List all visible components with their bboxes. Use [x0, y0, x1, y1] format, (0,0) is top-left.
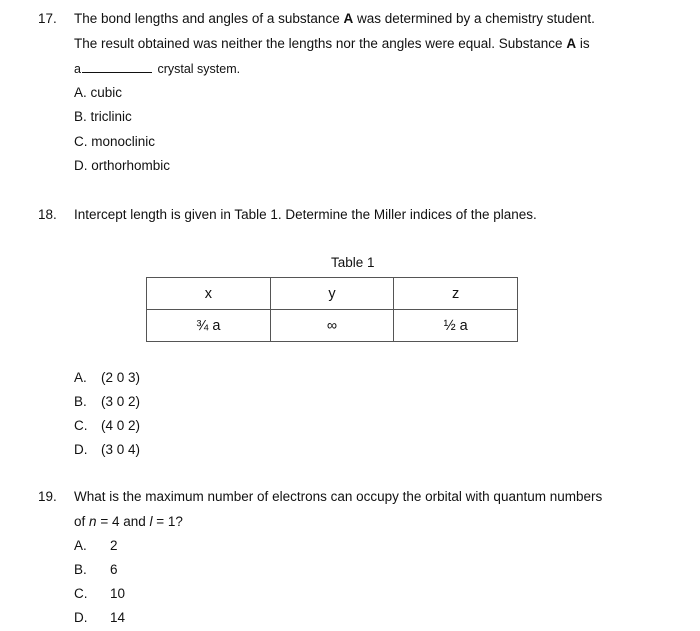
q17-substance-a: A — [343, 11, 354, 26]
q18-option-d-letter: D. — [74, 442, 88, 457]
q19-option-b — [74, 562, 118, 577]
q18-text: Intercept length is given in Table 1. Determine the Miller indices of the planes. — [74, 207, 537, 222]
q17-line3-start: a — [74, 62, 81, 76]
q18-option-b — [74, 394, 140, 409]
q19-option-d-letter: D. — [74, 610, 88, 625]
q19-option-a-letter: A. — [74, 538, 87, 553]
table-header-y: y — [270, 278, 394, 310]
q19-option-a — [74, 538, 118, 553]
q19-option-b-letter: B. — [74, 562, 87, 577]
q19-n-eq: = 4 and — [100, 514, 146, 529]
q19-option-c — [74, 586, 125, 601]
table-header-row — [147, 278, 518, 310]
q19-l-symbol: l — [149, 514, 153, 529]
q18-number: 18. — [38, 207, 57, 222]
q18-option-b-letter: B. — [74, 394, 87, 409]
q17-number: 17. — [38, 11, 57, 26]
q19-number: 19. — [38, 489, 57, 504]
q17-line1-end: was determined by a chemistry student. — [356, 11, 595, 26]
q19-line2-prefix: of — [74, 514, 86, 529]
q19-line1: What is the maximum number of electrons can occupy the orbital with quantum numbers — [74, 489, 603, 504]
q17-line1-text: The bond lengths and angles of a substance — [74, 11, 340, 26]
q18-option-d-value: (3 0 4) — [101, 442, 141, 457]
q17-blank — [82, 61, 152, 73]
q17-line2 — [74, 36, 590, 51]
q18-option-a-value: (2 0 3) — [101, 370, 141, 385]
q19-line2 — [74, 514, 183, 529]
q17-line2-text: The result obtained was neither the lengths nor the angles were equal. Substance — [74, 36, 563, 51]
q17-option-d: D. orthorhombic — [74, 158, 171, 173]
q17-line2-end: is — [579, 36, 590, 51]
q17-line3-end: crystal system. — [157, 62, 241, 76]
q19-option-d-value: 14 — [110, 610, 126, 625]
q19-l-eq: = 1? — [156, 514, 183, 529]
table-value-y: ∞ — [270, 310, 394, 342]
table-header-z: z — [394, 278, 518, 310]
q17-line1 — [74, 11, 595, 26]
q19-option-c-value: 10 — [110, 586, 126, 601]
intercept-table — [146, 277, 518, 342]
q19-option-a-value: 2 — [110, 538, 118, 553]
q18-option-c — [74, 418, 140, 433]
q19-n-symbol: n — [89, 514, 97, 529]
table-value-z: ½ a — [394, 310, 518, 342]
q17-option-c: C. monoclinic — [74, 134, 156, 149]
q18-option-a-letter: A. — [74, 370, 87, 385]
q19-option-c-letter: C. — [74, 586, 88, 601]
q18-option-b-value: (3 0 2) — [101, 394, 141, 409]
table-value-x: ¾ a — [147, 310, 271, 342]
q19-option-d — [74, 610, 125, 625]
q17-option-a: A. cubic — [74, 85, 123, 100]
q17-line3 — [74, 61, 240, 76]
table-caption: Table 1 — [331, 255, 375, 270]
q18-option-c-letter: C. — [74, 418, 88, 433]
table-header-x: x — [147, 278, 271, 310]
q18-option-d — [74, 442, 140, 457]
q18-option-c-value: (4 0 2) — [101, 418, 141, 433]
q17-option-b: B. triclinic — [74, 109, 132, 124]
table-value-row — [147, 310, 518, 342]
q18-option-a — [74, 370, 140, 385]
q17-substance-a-2: A — [566, 36, 577, 51]
q19-option-b-value: 6 — [110, 562, 118, 577]
